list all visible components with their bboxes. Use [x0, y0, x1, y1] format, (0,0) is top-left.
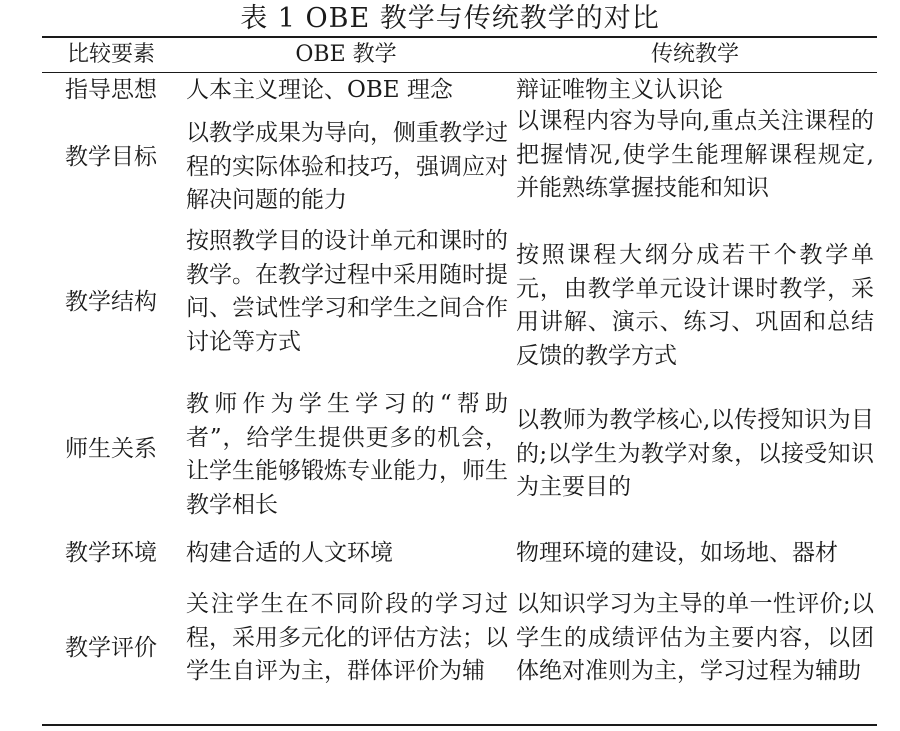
table-row: [42, 73, 877, 109]
header-traditional-teaching: 传统教学: [650, 42, 739, 67]
traditional-cell: 以知识学习为主导的单一性评价;以学生的成绩评估为主要内容，以团体绝对准则为主，学习过程为辅助: [516, 591, 874, 685]
obe-cell: 按照教学目的设计单元和课时的教学。在教学过程中采用随时提问、尝试性学习和学生之间合作讨论等方式: [186, 228, 508, 355]
traditional-cell: 以课程内容为导向,重点关注课程的把握情况,使学生能理解课程规定,并能熟练掌握技能和知识: [516, 108, 874, 202]
row-label: 教学结构: [65, 289, 157, 316]
bottom-rule: [42, 724, 877, 726]
table-row: [42, 226, 877, 386]
header-obe-teaching: OBE 教学: [295, 42, 397, 67]
table-row: [42, 386, 877, 526]
row-label: 教学环境: [65, 540, 157, 567]
row-label: 师生关系: [65, 436, 157, 463]
table-row: [42, 109, 877, 226]
row-label: 指导思想: [65, 77, 157, 104]
traditional-cell: 辩证唯物主义认识论: [516, 77, 723, 103]
obe-cell: 关注学生在不同阶段的学习过程，采用多元化的评估方法；以学生自评为主，群体评价为辅: [186, 591, 508, 685]
obe-cell: 教师作为学生学习的“帮助者”，给学生提供更多的机会，让学生能够锻炼专业能力，师生教学相长: [186, 391, 508, 518]
traditional-cell: 以教师为教学核心,以传授知识为目的;以学生为教学对象，以接受知识为主要目的: [516, 407, 874, 501]
row-label: 教学目标: [65, 143, 157, 170]
table-row: [42, 582, 877, 724]
row-label: 教学评价: [65, 635, 157, 662]
obe-cell: 人本主义理论、OBE 理念: [186, 77, 453, 103]
obe-cell: 构建合适的人文环境: [186, 540, 393, 566]
table-title: 表 1 OBE 教学与传统教学的对比: [240, 3, 660, 34]
obe-cell: 以教学成果为导向，侧重教学过程的实际体验和技巧，强调应对解决问题的能力: [186, 120, 508, 214]
traditional-cell: 按照课程大纲分成若干个教学单元，由教学单元设计课时教学，采用讲解、演示、练习、巩固和总结反馈的教学方式: [516, 242, 874, 369]
table-row: [42, 526, 877, 582]
traditional-cell: 物理环境的建设，如场地、器材: [516, 540, 838, 566]
header-criteria: 比较要素: [66, 42, 155, 67]
